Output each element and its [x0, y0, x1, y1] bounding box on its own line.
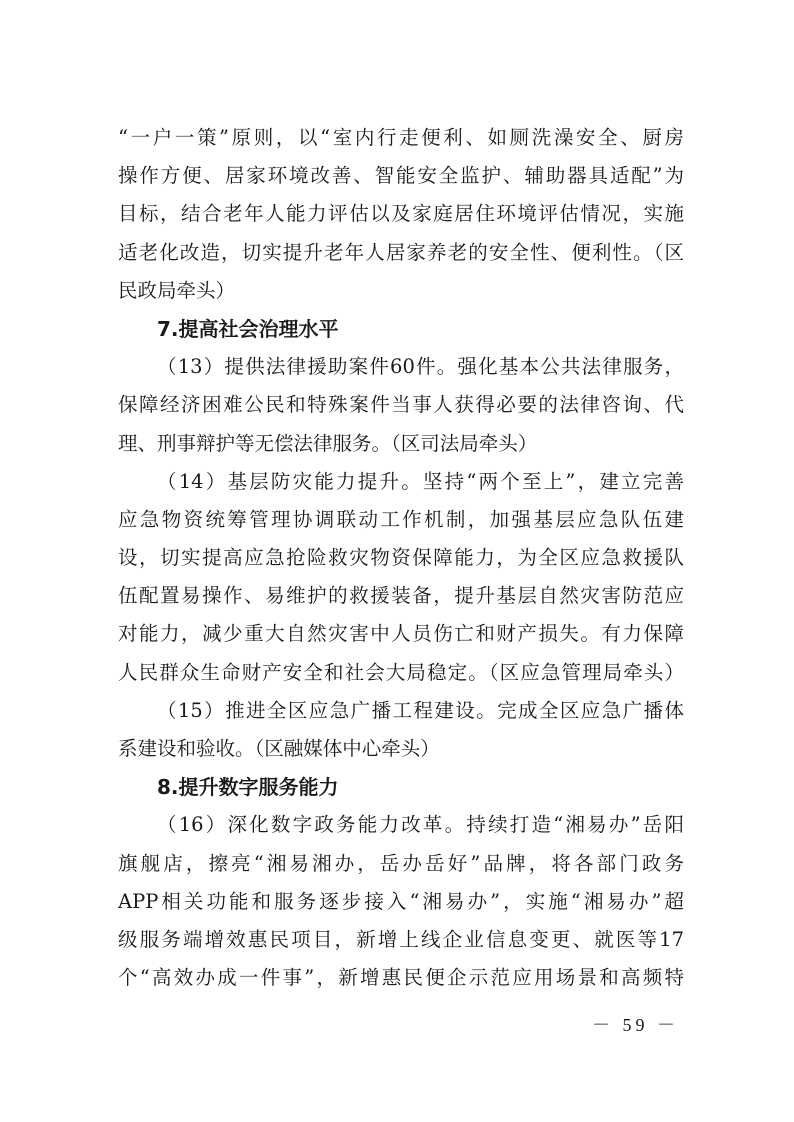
section-heading: 7.提高社会治理水平 — [157, 316, 339, 341]
paragraph-line: 理、刑事辩护等无偿法律服务。（区司法局牵头） — [118, 431, 538, 455]
paragraph-line: （14）基层防灾能力提升。坚持“两个至上”，建立完善 — [157, 469, 684, 493]
paragraph-line: 民政局牵头） — [118, 278, 236, 302]
paragraph-line: 设，切实提高应急抢险救灾物资保障能力，为全区应急救援队 — [118, 546, 684, 570]
paragraph-line: 对能力，减少重大自然灾害中人员伤亡和财产损失。有力保障 — [118, 622, 684, 646]
section-heading: 8.提升数字服务能力 — [157, 775, 339, 800]
paragraph-line: 伍配置易操作、易维护的救援装备，提升基层自然灾害防范应 — [118, 584, 684, 608]
paragraph-line: 人民群众生命财产安全和社会大局稳定。（区应急管理局牵头） — [118, 660, 684, 684]
paragraph-line: 旗舰店，擦亮“湘易湘办，岳办岳好”品牌，将各部门政务 — [118, 851, 684, 875]
paragraph-line: 适老化改造，切实提升老年人居家养老的安全性、便利性。（区 — [118, 240, 684, 264]
paragraph-line: 级服务端增效惠民项目，新增上线企业信息变更、就医等17 — [118, 927, 684, 951]
paragraph-line: （13）提供法律援助案件60件。强化基本公共法律服务， — [157, 355, 684, 379]
paragraph-line: （16）深化数字政务能力改革。持续打造“湘易办”岳阳 — [157, 813, 684, 837]
paragraph-line: 保障经济困难公民和特殊案件当事人获得必要的法律咨询、代 — [118, 393, 684, 417]
page-body — [118, 119, 684, 997]
page-number: － 59 － — [592, 1015, 679, 1035]
paragraph-line: 应急物资统筹管理协调联动工作机制，加强基层应急队伍建 — [118, 507, 684, 531]
paragraph-line: “一户一策”原则，以“室内行走便利、如厕洗澡安全、厨房 — [118, 126, 684, 149]
paragraph-line: （15）推进全区应急广播工程建设。完成全区应急广播体 — [157, 698, 684, 722]
paragraph-line: 操作方便、居家环境改善、智能安全监护、辅助器具适配”为 — [118, 164, 684, 188]
paragraph-line: APP相关功能和服务逐步接入“湘易办”，实施“湘易办”超 — [118, 889, 684, 913]
paragraph-line: 目标，结合老年人能力评估以及家庭居住环境评估情况，实施 — [118, 202, 684, 226]
paragraph-line: 个“高效办成一件事”，新增惠民便企示范应用场景和高频特 — [118, 966, 684, 990]
paragraph-line: 系建设和验收。（区融媒体中心牵头） — [118, 737, 440, 760]
